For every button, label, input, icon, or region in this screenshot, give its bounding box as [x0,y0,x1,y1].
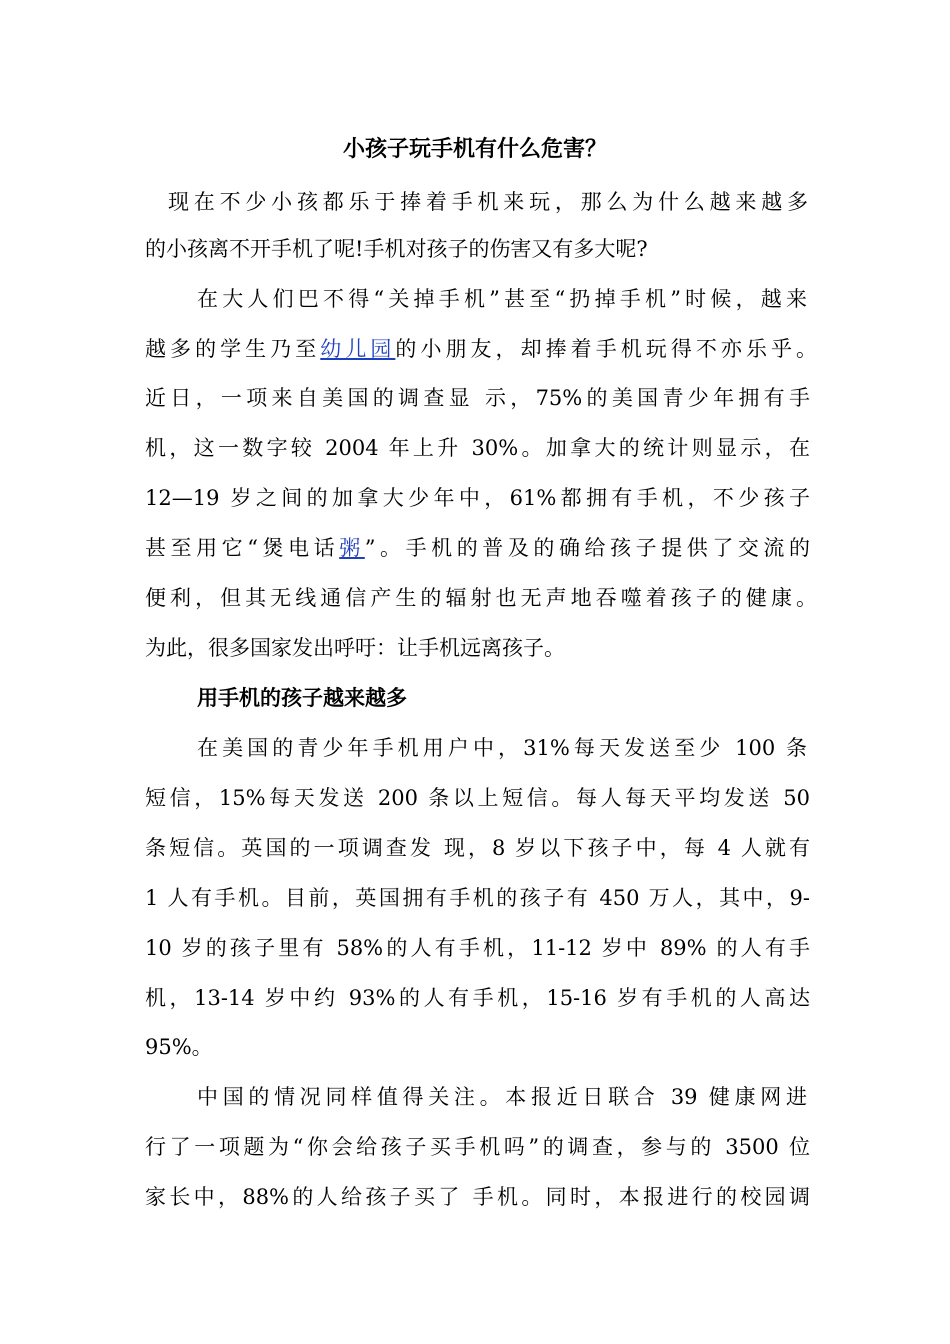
kindergarten-link[interactable]: 幼儿园 [320,337,396,361]
article-title: 小孩子玩手机有什么危害？ [342,136,607,162]
para1-line-2 [145,331,817,367]
para2-line-3: 条短信。英国的一项调查发 现，8 岁以下孩子中，每 4 人就有 [145,836,810,860]
para2-line-2: 短信，15%每天发送 200 条以上短信。每人每天平均发送 50 [145,786,810,810]
para1-line-6-post: ”。手机的普及的确给孩子提供了交流的 [364,536,810,560]
para1-line-2-pre: 越多的学生乃至 [145,337,321,361]
para2-line-1: 在美国的青少年手机用户中，31%每天发送至少 100 条 [197,736,807,760]
para2-line-4: 1 人有手机。目前，英国拥有手机的孩子有 450 万人，其中，9- [145,886,810,910]
para1-line-1: 在大人们巴不得“关掉手机”甚至“扔掉手机”时候，越来 [197,287,807,311]
para1-line-6-pre: 甚至用它“煲电话 [145,536,340,560]
intro-line-1: 现在不少小孩都乐于捧着手机来玩，那么为什么越来越多 [168,190,808,214]
para1-line-2-post: 的小朋友，却捧着手机玩得不亦乐乎。 [395,337,817,361]
intro-line-2: 的小孩离不开手机了呢!手机对孩子的伤害又有多大呢? [145,237,648,261]
para1-line-3: 近日，一项来自美国的调查显 示，75%的美国青少年拥有手 [145,386,810,410]
para3-line-2: 行了一项题为“你会给孩子买手机吗”的调查，参与的 3500 位 [145,1135,810,1159]
para1-line-4: 机，这一数字较 2004 年上升 30%。加拿大的统计则显示，在 [145,436,810,460]
para1-line-7: 便利，但其无线通信产生的辐射也无声地吞噬着孩子的健康。 [145,586,817,610]
para2-line-7: 95%。 [145,1035,213,1059]
para3-line-3: 家长中，88%的人给孩子买了 手机。同时，本报进行的校园调 [145,1185,810,1209]
para2-line-6: 机，13-14 岁中约 93%的人有手机，15-16 岁有手机的人高达 [145,986,810,1010]
congee-link[interactable]: 粥 [339,536,365,560]
para1-line-5: 12—19 岁之间的加拿大少年中，61%都拥有手机，不少孩子 [145,486,810,510]
para3-line-1: 中国的情况同样值得关注。本报近日联合 39 健康网进 [197,1085,807,1109]
para2-line-5: 10 岁的孩子里有 58%的人有手机，11-12 岁中 89% 的人有手 [145,936,810,960]
para1-line-8: 为此，很多国家发出呼吁：让手机远离孩子。 [145,636,565,660]
section-heading: 用手机的孩子越来越多 [197,685,407,710]
para1-line-6 [145,530,810,566]
